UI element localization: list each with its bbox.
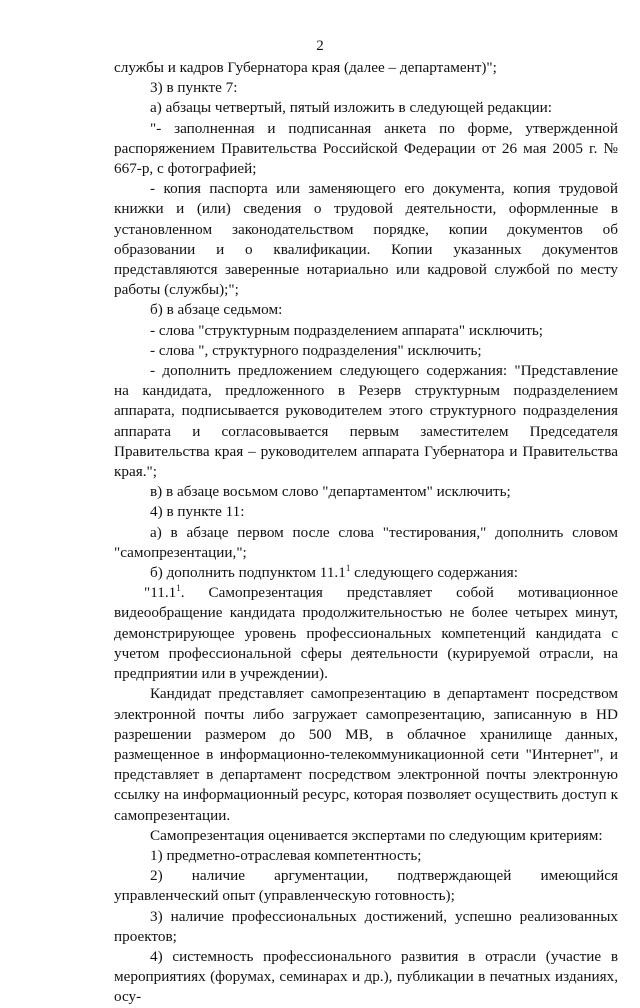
paragraph: 1) предметно-отраслевая компетентность; bbox=[150, 846, 422, 864]
paragraph-text: б) дополнить подпунктом 11.1 bbox=[150, 564, 346, 582]
paragraph: а) абзацы четвертый, пятый изложить в следующей редакции: bbox=[150, 99, 552, 117]
paragraph: - копия паспорта или заменяющего его документа, копия трудовой книжки и (или) сведения о трудовой деятельности, оформленные в установленном законодательством порядке, копии документов об образовании и о квалификации. Копии указанных документов представляются заверенные нотариально или кадровой службой по месту работы (службы);"; bbox=[114, 180, 618, 299]
paragraph: Кандидат представляет самопрезентацию в департамент посредством электронной почты либо загружает самопрезентацию, записанную в HD разрешении размером до 500 MB, в облачное хранилище данных, размещенное в информационно-телекоммуникационной сети "Интернет", и представляет в департамент посредством электронной почты электронную ссылку на информационный ресурс, которая позволяет осуществить доступ к самопрезентации. bbox=[114, 685, 618, 824]
paragraph: в) в абзаце восьмом слово "департаментом" исключить; bbox=[150, 483, 511, 501]
paragraph bbox=[114, 583, 618, 684]
paragraph-text: . Самопрезентация представляет собой мотивационное видеообращение кандидата продолжительностью не более четырех минут, демонстрирующее уровень профессиональных компетенций кандидата с учетом профессиональной сферы деятельности (курируемой отрасли, на предприятии или в учреждении). bbox=[114, 584, 618, 683]
paragraph bbox=[114, 563, 618, 583]
page-number: 2 bbox=[316, 38, 324, 54]
paragraph: 2) наличие аргументации, подтверждающей имеющийся управленческий опыт (управленческую готовность); bbox=[114, 867, 618, 905]
paragraph-text: следующего содержания: bbox=[350, 564, 518, 582]
paragraph: б) в абзаце седьмом: bbox=[150, 301, 283, 319]
paragraph: - слова ", структурного подразделения" исключить; bbox=[150, 341, 482, 359]
paragraph: 4) системность профессионального развития в отрасли (участие в мероприятиях (форумах, семинарах и др.), публикации в печатных изданиях, осу- bbox=[114, 947, 618, 1006]
paragraph: 4) в пункте 11: bbox=[150, 503, 245, 521]
paragraph: "- заполненная и подписанная анкета по форме, утвержденной распоряжением Правительства Российской Федерации от 26 мая 2005 г. № 667-р, с фотографией; bbox=[114, 119, 618, 178]
paragraph-text: "11.1 bbox=[144, 584, 177, 602]
superscript: 1 bbox=[345, 563, 351, 574]
paragraph: - слова "структурным подразделением аппарата" исключить; bbox=[150, 321, 544, 339]
paragraph: 3) в пункте 7: bbox=[150, 79, 238, 97]
paragraph: а) в абзаце первом после слова "тестирования," дополнить словом "самопрезентации,"; bbox=[114, 523, 618, 561]
paragraph: 3) наличие профессиональных достижений, успешно реализованных проектов; bbox=[114, 907, 618, 945]
paragraph: Самопрезентация оценивается экспертами по следующим критериям: bbox=[150, 826, 603, 844]
paragraph: - дополнить предложением следующего содержания: "Представление на кандидата, предложенного в Резерв структурным подразделением аппарата, подписывается руководителем этого структурного подразделения аппарата и согласовывается первым заместителем Председателя Правительства края – руководителем аппарата Губернатора и Правительства края."; bbox=[114, 362, 618, 481]
document-body bbox=[114, 58, 618, 1008]
paragraph: службы и кадров Губернатора края (далее – департамент)"; bbox=[114, 59, 497, 76]
superscript: 1 bbox=[176, 583, 181, 594]
